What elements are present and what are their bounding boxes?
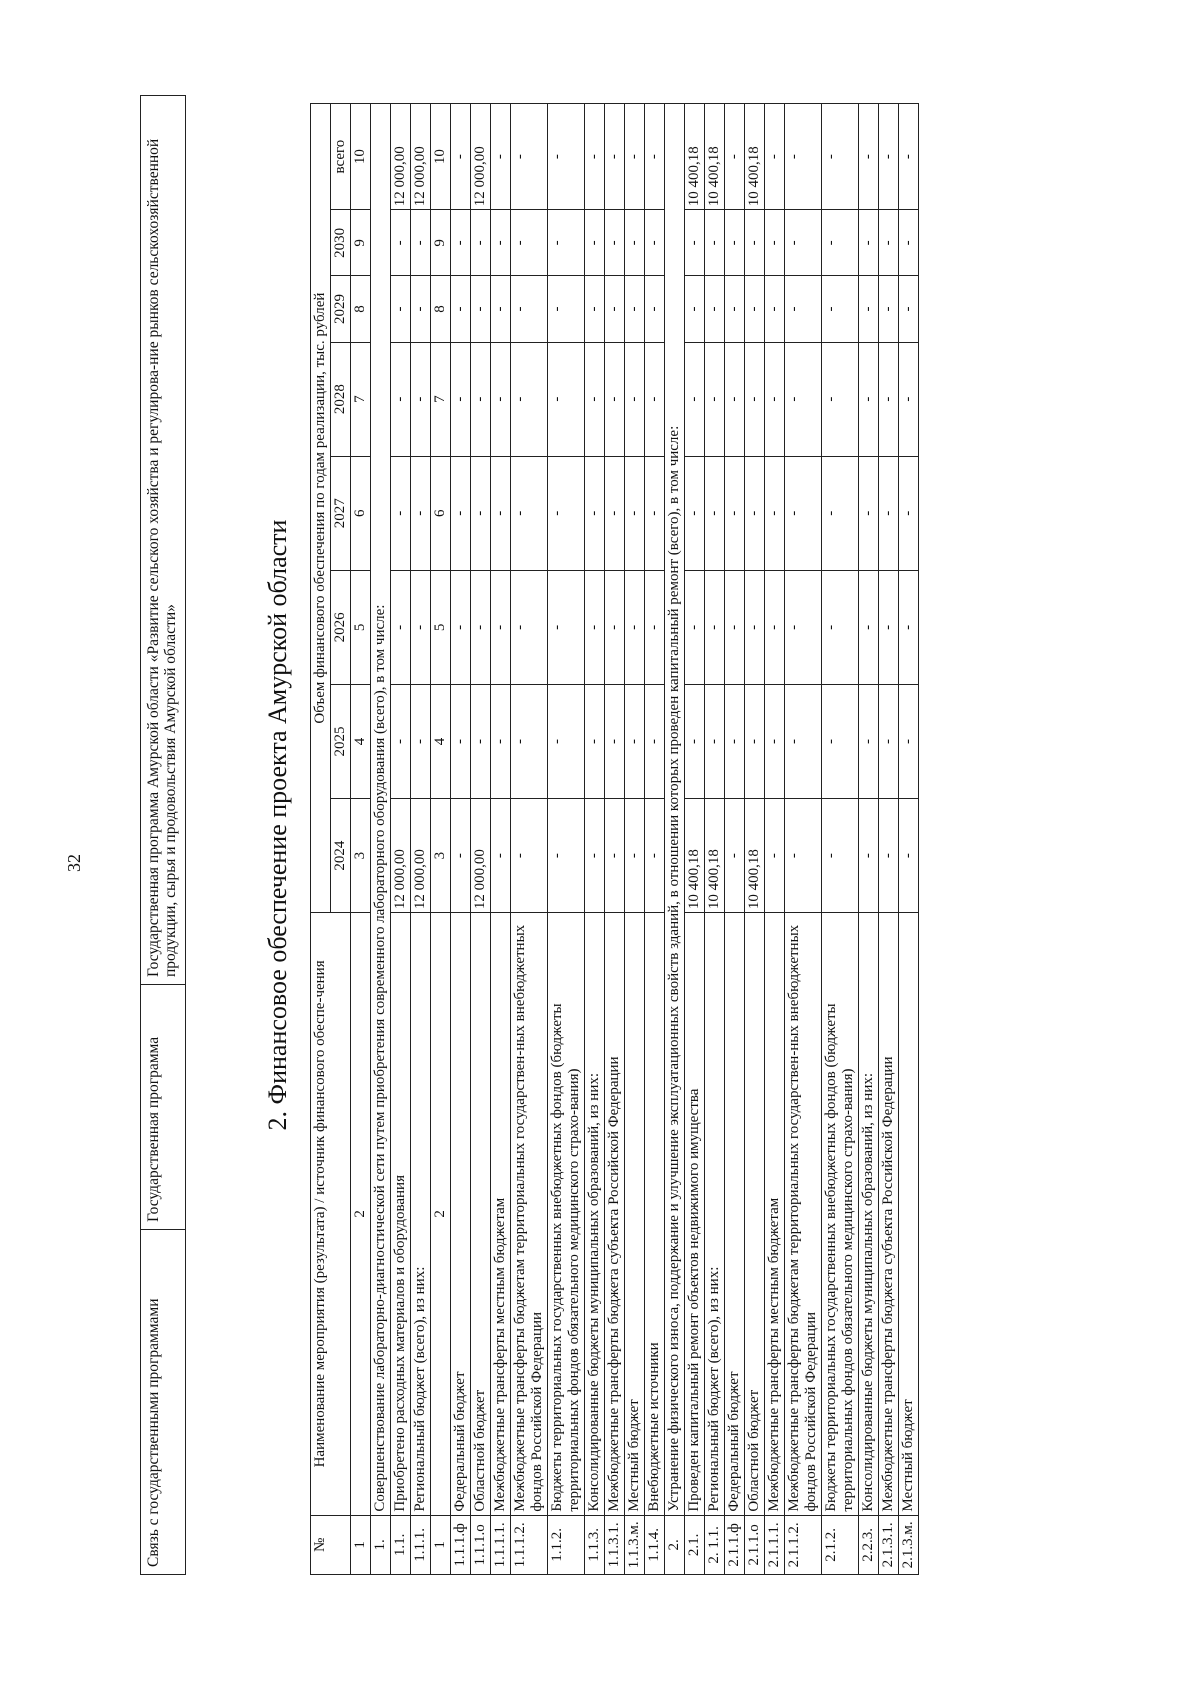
value-cell: - <box>585 342 605 456</box>
value-cell: - <box>585 456 605 570</box>
value-cell: - <box>511 456 548 570</box>
value-cell: - <box>411 570 431 684</box>
value-cell: 12 000,00 <box>471 104 491 210</box>
table-row <box>605 104 625 1575</box>
row-name: 2 <box>431 913 451 1516</box>
row-name: Проведен капитальный ремонт объектов недвижимого имущества <box>685 913 705 1516</box>
value-cell: - <box>685 210 705 276</box>
value-cell: - <box>548 456 585 570</box>
value-cell: - <box>745 276 765 342</box>
value-cell: 10 400,18 <box>745 104 765 210</box>
value-cell: - <box>765 684 785 798</box>
row-name: Внебюджетные источники <box>645 913 665 1516</box>
value-cell: - <box>451 684 471 798</box>
value-cell: - <box>471 684 491 798</box>
value-cell: - <box>645 456 665 570</box>
value-cell: - <box>451 104 471 210</box>
row-name: Межбюджетные трансферты бюджетам территориальных государствен-ных внебюджетных фондов Российской Федерации <box>785 913 822 1516</box>
value-cell: - <box>645 799 665 913</box>
row-number: 2.1.1.ф <box>725 1515 745 1574</box>
value-cell: - <box>391 210 411 276</box>
value-cell: 4 <box>431 684 451 798</box>
value-cell: - <box>411 210 431 276</box>
value-cell: - <box>471 456 491 570</box>
table-row <box>645 104 665 1575</box>
table-row <box>765 104 785 1575</box>
row-number: 2.1.1.2. <box>785 1515 822 1574</box>
row-number: 1.1.2. <box>548 1515 585 1574</box>
value-cell: - <box>585 799 605 913</box>
column-index-cell: 3 <box>351 799 371 913</box>
row-number: 2.1.3.м. <box>899 1515 919 1574</box>
table-row <box>451 104 471 1575</box>
value-cell: - <box>391 456 411 570</box>
value-cell: - <box>645 342 665 456</box>
value-cell: - <box>899 210 919 276</box>
value-cell: 10 400,18 <box>705 799 725 913</box>
value-cell: - <box>491 104 511 210</box>
value-cell: - <box>511 210 548 276</box>
value-cell: - <box>548 104 585 210</box>
row-name: Региональный бюджет (всего), из них: <box>411 913 431 1516</box>
table-row <box>859 104 879 1575</box>
row-name: Бюджеты территориальных государственных внебюджетных фондов (бюджеты территориальных фондов обязательного медицинского страхо-вания) <box>822 913 859 1516</box>
value-cell: - <box>491 684 511 798</box>
value-cell: - <box>899 276 919 342</box>
value-cell: - <box>585 104 605 210</box>
value-cell: - <box>705 342 725 456</box>
value-cell: - <box>859 104 879 210</box>
value-cell: 9 <box>431 210 451 276</box>
value-cell: - <box>725 456 745 570</box>
row-number: 1.1.3.м. <box>625 1515 645 1574</box>
value-cell: - <box>765 342 785 456</box>
value-cell: - <box>491 210 511 276</box>
value-cell: - <box>899 570 919 684</box>
value-cell: - <box>765 456 785 570</box>
value-cell: - <box>859 342 879 456</box>
table-row <box>431 104 451 1575</box>
page-number: 32 <box>64 854 84 872</box>
table-row <box>411 104 431 1575</box>
section-row <box>371 104 391 1575</box>
column-index-cell: 5 <box>351 570 371 684</box>
value-cell: - <box>491 456 511 570</box>
value-cell: - <box>548 342 585 456</box>
value-cell: - <box>859 684 879 798</box>
value-cell: - <box>645 684 665 798</box>
value-cell: - <box>859 276 879 342</box>
row-number: 1. <box>371 1515 391 1574</box>
table-row <box>391 104 411 1575</box>
value-cell: - <box>548 210 585 276</box>
financing-table <box>310 103 919 1575</box>
value-cell: - <box>645 570 665 684</box>
value-cell: - <box>785 456 822 570</box>
section-text: Совершенствование лабораторно-диагностической сети путем приобретения современного лабораторного оборудования (всего), в том числе: <box>371 104 391 1516</box>
value-cell: - <box>859 799 879 913</box>
value-cell: - <box>765 570 785 684</box>
column-index-cell: 8 <box>351 276 371 342</box>
value-cell: - <box>411 684 431 798</box>
year-header: 2026 <box>331 570 351 684</box>
row-name: Консолидированные бюджеты муниципальных образований, из них: <box>859 913 879 1516</box>
value-cell: - <box>785 799 822 913</box>
value-cell: - <box>685 276 705 342</box>
column-index-cell: 1 <box>351 1515 371 1574</box>
value-cell: - <box>391 276 411 342</box>
value-cell: 6 <box>431 456 451 570</box>
program-label: Государственная программа <box>141 985 186 1230</box>
value-cell: - <box>451 342 471 456</box>
table-row <box>471 104 491 1575</box>
value-cell: - <box>605 456 625 570</box>
table-row <box>785 104 822 1575</box>
value-cell: - <box>785 684 822 798</box>
value-cell: 10 <box>431 104 451 210</box>
row-number: 2. 1.1. <box>705 1515 725 1574</box>
table-row <box>685 104 705 1575</box>
value-cell: - <box>745 210 765 276</box>
row-name: Межбюджетные трансферты бюджета субъекта Российской Федерации <box>879 913 899 1516</box>
table-row <box>725 104 745 1575</box>
column-index-cell: 10 <box>351 104 371 210</box>
value-cell: 5 <box>431 570 451 684</box>
row-name: Консолидированные бюджеты муниципальных образований, из них: <box>585 913 605 1516</box>
value-cell: - <box>899 342 919 456</box>
value-cell: - <box>471 342 491 456</box>
value-cell: 10 400,18 <box>685 104 705 210</box>
link-label: Связь с государственными программами <box>141 1230 186 1575</box>
value-cell: - <box>605 342 625 456</box>
row-number: 1.1.3. <box>585 1515 605 1574</box>
value-cell: - <box>745 342 765 456</box>
value-cell: - <box>391 342 411 456</box>
value-cell: - <box>879 342 899 456</box>
value-cell: 8 <box>431 276 451 342</box>
value-cell: - <box>899 104 919 210</box>
value-cell: - <box>785 276 822 342</box>
value-cell: - <box>471 210 491 276</box>
value-cell: - <box>822 684 859 798</box>
value-cell: - <box>645 210 665 276</box>
value-cell: - <box>745 684 765 798</box>
value-cell: 12 000,00 <box>411 799 431 913</box>
table-row <box>511 104 548 1575</box>
section-text: Устранение физического износа, поддержание и улучшение эксплуатационных свойств зданий, в отношении которых проведен капитальный ремонт (всего), в том числе: <box>665 104 685 1516</box>
value-cell: - <box>548 799 585 913</box>
row-number: 2.1. <box>685 1515 705 1574</box>
value-cell: - <box>511 104 548 210</box>
column-index-cell: 9 <box>351 210 371 276</box>
value-cell: - <box>645 276 665 342</box>
value-cell: - <box>491 276 511 342</box>
value-cell: - <box>899 456 919 570</box>
row-number: 2.1.3.1. <box>879 1515 899 1574</box>
value-cell: - <box>625 684 645 798</box>
year-header: 2029 <box>331 276 351 342</box>
value-cell: 12 000,00 <box>391 104 411 210</box>
value-cell: - <box>859 570 879 684</box>
value-cell: - <box>879 276 899 342</box>
value-cell: - <box>822 456 859 570</box>
value-cell: - <box>725 684 745 798</box>
value-cell: - <box>625 570 645 684</box>
value-cell: - <box>822 342 859 456</box>
value-cell: - <box>785 342 822 456</box>
row-number: 1.1.1.о <box>471 1515 491 1574</box>
row-name: Региональный бюджет (всего), из них: <box>705 913 725 1516</box>
value-cell: - <box>725 570 745 684</box>
row-number: 1.1.1. <box>411 1515 431 1574</box>
value-cell: 10 400,18 <box>705 104 725 210</box>
row-number: 2.1.1.о <box>745 1515 765 1574</box>
row-number: 1.1. <box>391 1515 411 1574</box>
value-cell: 10 400,18 <box>745 799 765 913</box>
row-number: 1.1.3.1. <box>605 1515 625 1574</box>
value-cell: - <box>471 276 491 342</box>
value-cell: - <box>785 210 822 276</box>
value-cell: - <box>605 104 625 210</box>
value-cell: 7 <box>431 342 451 456</box>
row-number: 1.1.1.ф <box>451 1515 471 1574</box>
year-header: всего <box>331 104 351 210</box>
value-cell: - <box>451 799 471 913</box>
value-cell: - <box>879 570 899 684</box>
row-number: 1.1.4. <box>645 1515 665 1574</box>
value-cell: - <box>899 684 919 798</box>
value-cell: - <box>491 799 511 913</box>
value-cell: 3 <box>431 799 451 913</box>
table-row <box>745 104 765 1575</box>
value-cell: - <box>511 684 548 798</box>
table-row <box>548 104 585 1575</box>
value-cell: - <box>765 210 785 276</box>
value-cell: - <box>585 276 605 342</box>
row-number: 2.2.3. <box>859 1515 879 1574</box>
value-cell: - <box>765 104 785 210</box>
value-cell: - <box>822 210 859 276</box>
value-cell: - <box>899 799 919 913</box>
value-cell: - <box>765 799 785 913</box>
row-number: 2.1.2. <box>822 1515 859 1574</box>
table-row <box>491 104 511 1575</box>
row-name: Приобретено расходных материалов и оборудования <box>391 913 411 1516</box>
value-cell: - <box>822 570 859 684</box>
value-cell: - <box>625 276 645 342</box>
value-cell: - <box>822 799 859 913</box>
value-cell: - <box>879 684 899 798</box>
year-header: 2030 <box>331 210 351 276</box>
value-cell: - <box>859 210 879 276</box>
value-cell: 12 000,00 <box>391 799 411 913</box>
value-cell: - <box>451 276 471 342</box>
value-cell: - <box>548 684 585 798</box>
row-number: 1.1.1.1. <box>491 1515 511 1574</box>
col-volume-header: Объем финансового обеспечения по годам реализации, тыс. рублей <box>311 104 331 913</box>
value-cell: - <box>605 276 625 342</box>
value-cell: - <box>605 684 625 798</box>
column-index-cell: 4 <box>351 684 371 798</box>
table-row <box>705 104 725 1575</box>
value-cell: - <box>511 342 548 456</box>
value-cell: - <box>725 276 745 342</box>
value-cell: - <box>625 456 645 570</box>
year-header: 2027 <box>331 456 351 570</box>
table-row <box>899 104 919 1575</box>
year-header: 2025 <box>331 684 351 798</box>
value-cell: - <box>411 342 431 456</box>
value-cell: - <box>705 210 725 276</box>
value-cell: - <box>491 342 511 456</box>
value-cell: - <box>391 684 411 798</box>
row-name: Межбюджетные трансферты местным бюджетам <box>765 913 785 1516</box>
value-cell: - <box>625 799 645 913</box>
row-name: Межбюджетные трансферты бюджетам территориальных государствен-ных внебюджетных фондов Российской Федерации <box>511 913 548 1516</box>
value-cell: - <box>411 276 431 342</box>
program-link-table <box>140 95 186 1575</box>
year-header: 2028 <box>331 342 351 456</box>
program-name: Государственная программа Амурской области «Развитие сельского хозяйства и регулирова-ние рынков сельскохозяйственной продукции, сырья и продовольствия Амурской области» <box>141 96 186 985</box>
table-row <box>585 104 605 1575</box>
value-cell: - <box>725 342 745 456</box>
column-index-cell: 2 <box>351 913 371 1516</box>
row-number: 1 <box>431 1515 451 1574</box>
value-cell: - <box>391 570 411 684</box>
row-name: Межбюджетные трансферты бюджета субъекта Российской Федерации <box>605 913 625 1516</box>
table-row <box>625 104 645 1575</box>
value-cell: - <box>765 276 785 342</box>
value-cell: 12 000,00 <box>471 799 491 913</box>
value-cell: - <box>685 342 705 456</box>
value-cell: - <box>585 210 605 276</box>
value-cell: - <box>471 570 491 684</box>
value-cell: - <box>859 456 879 570</box>
value-cell: - <box>625 342 645 456</box>
value-cell: - <box>879 456 899 570</box>
row-name: Местный бюджет <box>899 913 919 1516</box>
value-cell: - <box>511 570 548 684</box>
value-cell: - <box>725 210 745 276</box>
value-cell: - <box>548 570 585 684</box>
value-cell: - <box>625 210 645 276</box>
value-cell: - <box>785 570 822 684</box>
value-cell: - <box>745 456 765 570</box>
index-row <box>351 104 371 1575</box>
section-row <box>665 104 685 1575</box>
row-number: 1.1.1.2. <box>511 1515 548 1574</box>
column-index-cell: 6 <box>351 456 371 570</box>
value-cell: - <box>705 570 725 684</box>
value-cell: - <box>605 570 625 684</box>
value-cell: - <box>705 684 725 798</box>
row-name: Бюджеты территориальных государственных внебюджетных фондов (бюджеты территориальных фондов обязательного медицинского страхо-вания) <box>548 913 585 1516</box>
value-cell: - <box>511 799 548 913</box>
value-cell: - <box>685 570 705 684</box>
value-cell: - <box>605 210 625 276</box>
value-cell: - <box>491 570 511 684</box>
col-number-header: № <box>311 1515 351 1574</box>
value-cell: - <box>605 799 625 913</box>
row-name: Федеральный бюджет <box>451 913 471 1516</box>
value-cell: - <box>822 104 859 210</box>
value-cell: 12 000,00 <box>411 104 431 210</box>
row-name: Местный бюджет <box>625 913 645 1516</box>
value-cell: - <box>745 570 765 684</box>
value-cell: - <box>785 104 822 210</box>
year-header: 2024 <box>331 799 351 913</box>
col-name-header: Наименование мероприятия (результата) / источник финансового обеспе-чения <box>311 913 351 1516</box>
row-name: Областной бюджет <box>745 913 765 1516</box>
table-row <box>879 104 899 1575</box>
value-cell: - <box>548 276 585 342</box>
table-body <box>371 104 919 1575</box>
value-cell: - <box>822 276 859 342</box>
value-cell: - <box>451 210 471 276</box>
value-cell: - <box>879 799 899 913</box>
value-cell: - <box>725 799 745 913</box>
value-cell: 10 400,18 <box>685 799 705 913</box>
value-cell: - <box>451 570 471 684</box>
value-cell: - <box>685 456 705 570</box>
row-number: 2.1.1.1. <box>765 1515 785 1574</box>
value-cell: - <box>585 684 605 798</box>
value-cell: - <box>685 684 705 798</box>
row-name: Федеральный бюджет <box>725 913 745 1516</box>
table-row <box>822 104 859 1575</box>
value-cell: - <box>879 104 899 210</box>
section-title: 2. Финансовое обеспечение проекта Амурской области <box>263 519 292 1131</box>
row-number: 2. <box>665 1515 685 1574</box>
value-cell: - <box>585 570 605 684</box>
value-cell: - <box>725 104 745 210</box>
value-cell: - <box>705 276 725 342</box>
row-name: Межбюджетные трансферты местным бюджетам <box>491 913 511 1516</box>
row-name: Областной бюджет <box>471 913 491 1516</box>
value-cell: - <box>879 210 899 276</box>
value-cell: - <box>411 456 431 570</box>
value-cell: - <box>645 104 665 210</box>
value-cell: - <box>705 456 725 570</box>
column-index-cell: 7 <box>351 342 371 456</box>
value-cell: - <box>625 104 645 210</box>
value-cell: - <box>511 276 548 342</box>
value-cell: - <box>451 456 471 570</box>
